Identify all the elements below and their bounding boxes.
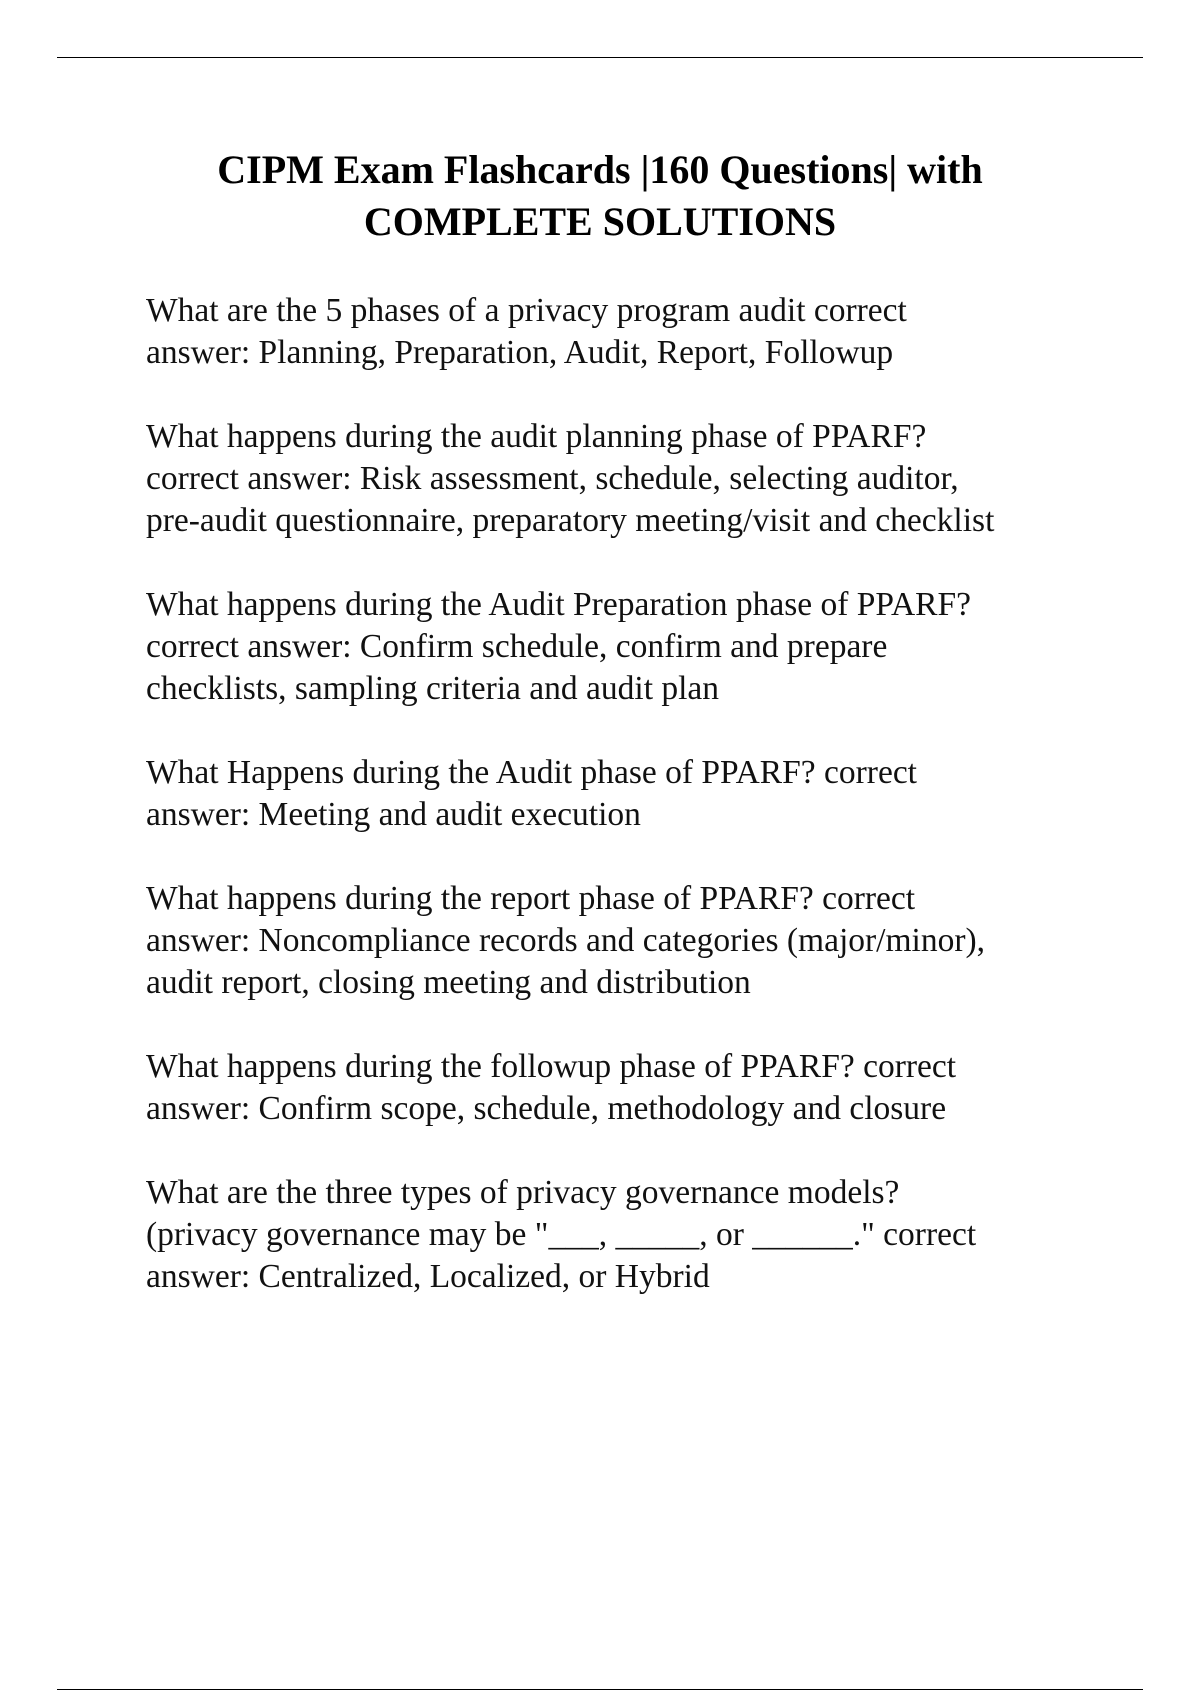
page-title [60,144,1140,248]
flashcard [146,1172,1146,1298]
flashcard-line: checklists, sampling criteria and audit plan [146,670,720,707]
flashcard [146,584,1146,710]
flashcard-line: What happens during the followup phase of PPARF? correct [146,1048,957,1085]
flashcard-line: answer: Planning, Preparation, Audit, Report, Followup [146,334,894,371]
flashcard-line: What Happens during the Audit phase of PPARF? correct [146,754,917,791]
flashcard-line: answer: Noncompliance records and categories (major/minor), [146,922,986,959]
flashcard [146,1046,1146,1130]
flashcard-line: correct answer: Confirm schedule, confirm and prepare [146,628,888,665]
flashcard-line: What happens during the report phase of PPARF? correct [146,880,916,917]
flashcard-line: answer: Confirm scope, schedule, methodology and closure [146,1090,947,1127]
flashcard [146,752,1146,836]
flashcard-line: answer: Centralized, Localized, or Hybrid [146,1258,710,1295]
flashcard-line: What happens during the audit planning phase of PPARF? [146,418,927,455]
footer-rule [57,1689,1143,1690]
flashcard [146,878,1146,1004]
flashcard-line: What are the 5 phases of a privacy program audit correct [146,292,907,329]
flashcard [146,416,1146,542]
header-rule [57,57,1143,58]
page-title-line: CIPM Exam Flashcards |160 Questions| with [217,147,983,192]
flashcard [146,290,1146,374]
flashcard-list [146,290,1146,1340]
flashcard-line: audit report, closing meeting and distribution [146,964,751,1001]
flashcard-line: pre-audit questionnaire, preparatory meeting/visit and checklist [146,502,995,539]
flashcard-line: answer: Meeting and audit execution [146,796,641,833]
flashcard-line: (privacy governance may be "___, _____, or ______." correct [146,1216,977,1253]
page-title-line: COMPLETE SOLUTIONS [363,199,837,244]
flashcard-line: correct answer: Risk assessment, schedule, selecting auditor, [146,460,959,497]
flashcard-line: What happens during the Audit Preparation phase of PPARF? [146,586,971,623]
flashcard-line: What are the three types of privacy governance models? [146,1174,900,1211]
